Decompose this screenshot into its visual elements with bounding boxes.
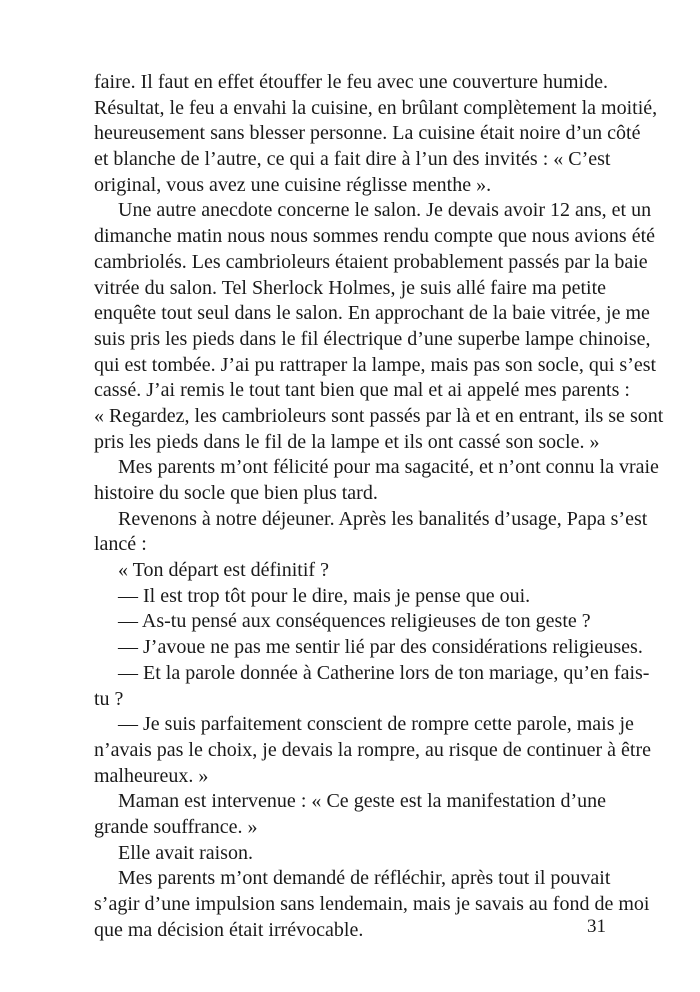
- text-line: enquête tout seul dans le salon. En approchant de la baie vitrée, je me: [94, 302, 650, 325]
- text-line: Revenons à notre déjeuner. Après les banalités d’usage, Papa s’est: [118, 507, 648, 530]
- text-line: Mes parents m’ont demandé de réfléchir, après tout il pouvait: [118, 867, 611, 890]
- page-body: [94, 70, 664, 943]
- text-line: lancé :: [94, 533, 147, 556]
- text-line: Elle avait raison.: [118, 841, 253, 864]
- text-line: « Ton départ est définitif ?: [118, 559, 329, 582]
- text-line: pris les pieds dans le fil de la lampe et ils ont cassé son socle. »: [94, 430, 600, 453]
- text-line: malheureux. »: [94, 764, 209, 787]
- text-line: que ma décision était irrévocable.: [94, 918, 364, 941]
- text-line: — Et la parole donnée à Catherine lors de ton mariage, qu’en fais-: [118, 661, 650, 684]
- text-line: cambriolés. Les cambrioleurs étaient probablement passés par la baie: [94, 250, 648, 273]
- text-line: s’agir d’une impulsion sans lendemain, mais je savais au fond de moi: [94, 893, 650, 915]
- text-line: cassé. J’ai remis le tout tant bien que mal et ai appelé mes parents :: [94, 379, 630, 402]
- text-line: histoire du socle que bien plus tard.: [94, 482, 378, 504]
- text-line: original, vous avez une cuisine réglisse menthe ».: [94, 173, 492, 196]
- text-line: — Je suis parfaitement conscient de rompre cette parole, mais je: [118, 713, 634, 736]
- text-line: vitrée du salon. Tel Sherlock Holmes, je suis allé faire ma petite: [94, 276, 606, 299]
- text-line: grande souffrance. »: [94, 815, 258, 838]
- text-line: « Regardez, les cambrioleurs sont passés par là et en entrant, ils se sont: [94, 404, 664, 427]
- text-line: Une autre anecdote concerne le salon. Je devais avoir 12 ans, et un: [118, 199, 652, 222]
- text-line: faire. Il faut en effet étouffer le feu avec une couverture humide.: [94, 71, 608, 93]
- text-line: n’avais pas le choix, je devais la rompre, au risque de continuer à être: [94, 738, 652, 761]
- text-line: — J’avoue ne pas me sentir lié par des considérations religieuses.: [118, 636, 643, 659]
- text-line: Maman est intervenue : « Ce geste est la manifestation d’une: [118, 790, 606, 813]
- text-line: tu ?: [94, 687, 124, 710]
- page-number: 31: [587, 916, 606, 937]
- text-line: Résultat, le feu a envahi la cuisine, en brûlant complètement la moitié,: [94, 96, 658, 119]
- text-line: — Il est trop tôt pour le dire, mais je pense que oui.: [118, 584, 531, 607]
- text-line: et blanche de l’autre, ce qui a fait dire à l’un des invités : « C’est: [94, 148, 611, 171]
- text-line: suis pris les pieds dans le fil électrique d’une superbe lampe chinoise,: [94, 327, 651, 350]
- text-line: Mes parents m’ont félicité pour ma sagacité, et n’ont connu la vraie: [118, 456, 659, 479]
- text-line: dimanche matin nous nous sommes rendu compte que nous avions été: [94, 225, 656, 248]
- text-line: heureusement sans blesser personne. La cuisine était noire d’un côté: [94, 122, 641, 145]
- text-line: qui est tombée. J’ai pu rattraper la lampe, mais pas son socle, qui s’est: [94, 353, 657, 376]
- text-line: — As-tu pensé aux conséquences religieuses de ton geste ?: [118, 610, 591, 633]
